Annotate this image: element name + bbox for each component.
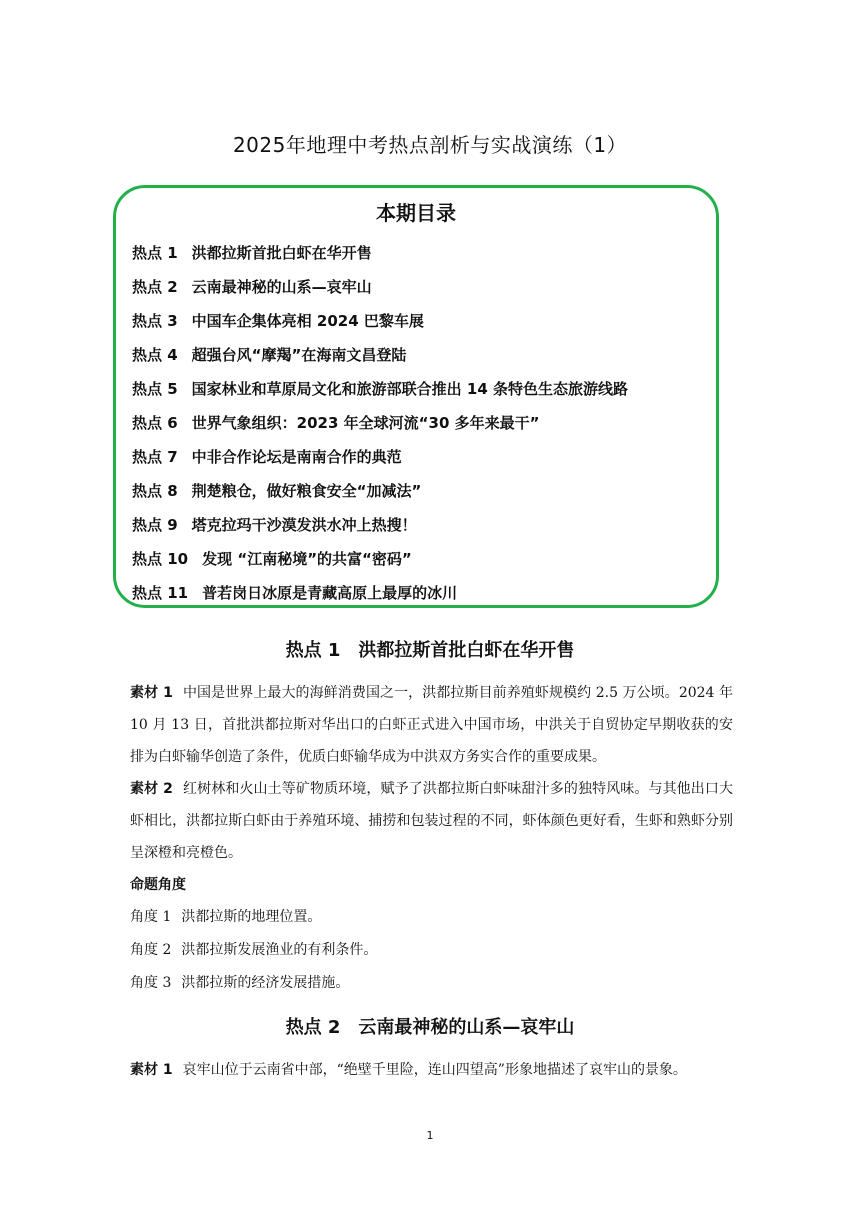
angle-label: 角度 3 xyxy=(130,975,172,991)
toc-item-number: 热点 1 xyxy=(132,244,178,262)
toc-item-4 xyxy=(132,338,628,372)
toc-item-text: 中国车企集体亮相 2024 巴黎车展 xyxy=(191,312,424,330)
toc-item-number: 热点 8 xyxy=(132,482,178,500)
angles-heading: 命题角度 xyxy=(130,877,186,893)
material-paragraph xyxy=(130,773,733,869)
toc-item-number: 热点 7 xyxy=(132,448,178,466)
material-paragraph xyxy=(130,677,733,773)
page-number: 1 xyxy=(426,1129,434,1142)
toc-item-number: 热点 4 xyxy=(132,346,178,364)
material-text: 红树林和火山土等矿物质环境，赋予了洪都拉斯白虾味甜汁多的独特风味。与其他出口大虾相比，洪都拉斯白虾由于养殖环境、捕捞和包装过程的不同，虾体颜色更好看，生虾和熟虾分别呈深橙和亮橙色。 xyxy=(130,781,733,861)
table-of-contents xyxy=(113,185,719,608)
material-text: 中国是世界上最大的海鲜消费国之一，洪都拉斯目前养殖虾规模约 2.5 万公顷。2024 年 10 月 13 日，首批洪都拉斯对华出口的白虾正式进入中国市场，中洪关于自贸协定早期收获的安排为白虾输华创造了条件，优质白虾输华成为中洪双方务实合作的重要成果。 xyxy=(130,685,733,765)
material-label: 素材 1 xyxy=(130,1062,173,1078)
toc-item-text: 中非合作论坛是南南合作的典范 xyxy=(191,448,402,466)
angle-text: 洪都拉斯的经济发展措施。 xyxy=(181,975,350,991)
toc-item-5 xyxy=(132,372,628,406)
toc-item-text: 荆楚粮仓，做好粮食安全“加减法” xyxy=(191,482,422,500)
angle-item xyxy=(130,901,733,934)
toc-list xyxy=(132,236,628,610)
toc-item-10 xyxy=(132,542,628,576)
toc-item-number: 热点 10 xyxy=(132,550,189,568)
toc-item-number: 热点 2 xyxy=(132,278,178,296)
toc-item-number: 热点 11 xyxy=(132,584,189,602)
toc-item-text: 发现 “江南秘境”的共富“密码” xyxy=(202,550,412,568)
toc-item-11 xyxy=(132,576,628,610)
toc-item-7 xyxy=(132,440,628,474)
section-body-hotspot-1 xyxy=(130,677,733,1000)
angle-item xyxy=(130,934,733,967)
toc-item-number: 热点 5 xyxy=(132,380,178,398)
section-body-hotspot-2 xyxy=(130,1054,733,1086)
toc-item-1 xyxy=(132,236,628,270)
material-label: 素材 2 xyxy=(130,781,173,797)
toc-item-6 xyxy=(132,406,628,440)
section-heading-hotspot-1: 热点 1 洪都拉斯首批白虾在华开售 xyxy=(285,640,575,661)
material-label: 素材 1 xyxy=(130,685,173,701)
toc-item-text: 洪都拉斯首批白虾在华开售 xyxy=(191,244,372,262)
toc-item-number: 热点 9 xyxy=(132,516,178,534)
toc-item-text: 超强台风“摩羯”在海南文昌登陆 xyxy=(191,346,407,364)
section-heading-hotspot-2: 热点 2 云南最神秘的山系—哀牢山 xyxy=(285,1017,575,1038)
toc-heading: 本期目录 xyxy=(376,201,456,225)
toc-item-text: 塔克拉玛干沙漠发洪水冲上热搜！ xyxy=(191,516,417,534)
toc-item-text: 普若岗日冰原是青藏高原上最厚的冰川 xyxy=(202,584,458,602)
toc-item-text: 云南最神秘的山系—哀牢山 xyxy=(191,278,372,296)
angle-text: 洪都拉斯发展渔业的有利条件。 xyxy=(181,942,378,958)
toc-item-3 xyxy=(132,304,628,338)
angle-label: 角度 2 xyxy=(130,942,172,958)
material-text: 哀牢山位于云南省中部，“绝壁千里险，连山四望高”形象地描述了哀牢山的景象。 xyxy=(182,1062,687,1078)
toc-item-2 xyxy=(132,270,628,304)
page-title: 2025年地理中考热点剖析与实战演练（1） xyxy=(232,133,628,157)
toc-item-number: 热点 6 xyxy=(132,414,178,432)
toc-item-text: 国家林业和草原局文化和旅游部联合推出 14 条特色生态旅游线路 xyxy=(191,380,628,398)
angle-label: 角度 1 xyxy=(130,909,172,925)
toc-item-number: 热点 3 xyxy=(132,312,178,330)
toc-item-8 xyxy=(132,474,628,508)
toc-item-9 xyxy=(132,508,628,542)
material-paragraph xyxy=(130,1054,733,1086)
angle-item xyxy=(130,967,733,1000)
toc-item-text: 世界气象组织：2023 年全球河流“30 多年来最干” xyxy=(191,414,540,432)
angle-text: 洪都拉斯的地理位置。 xyxy=(181,909,322,925)
